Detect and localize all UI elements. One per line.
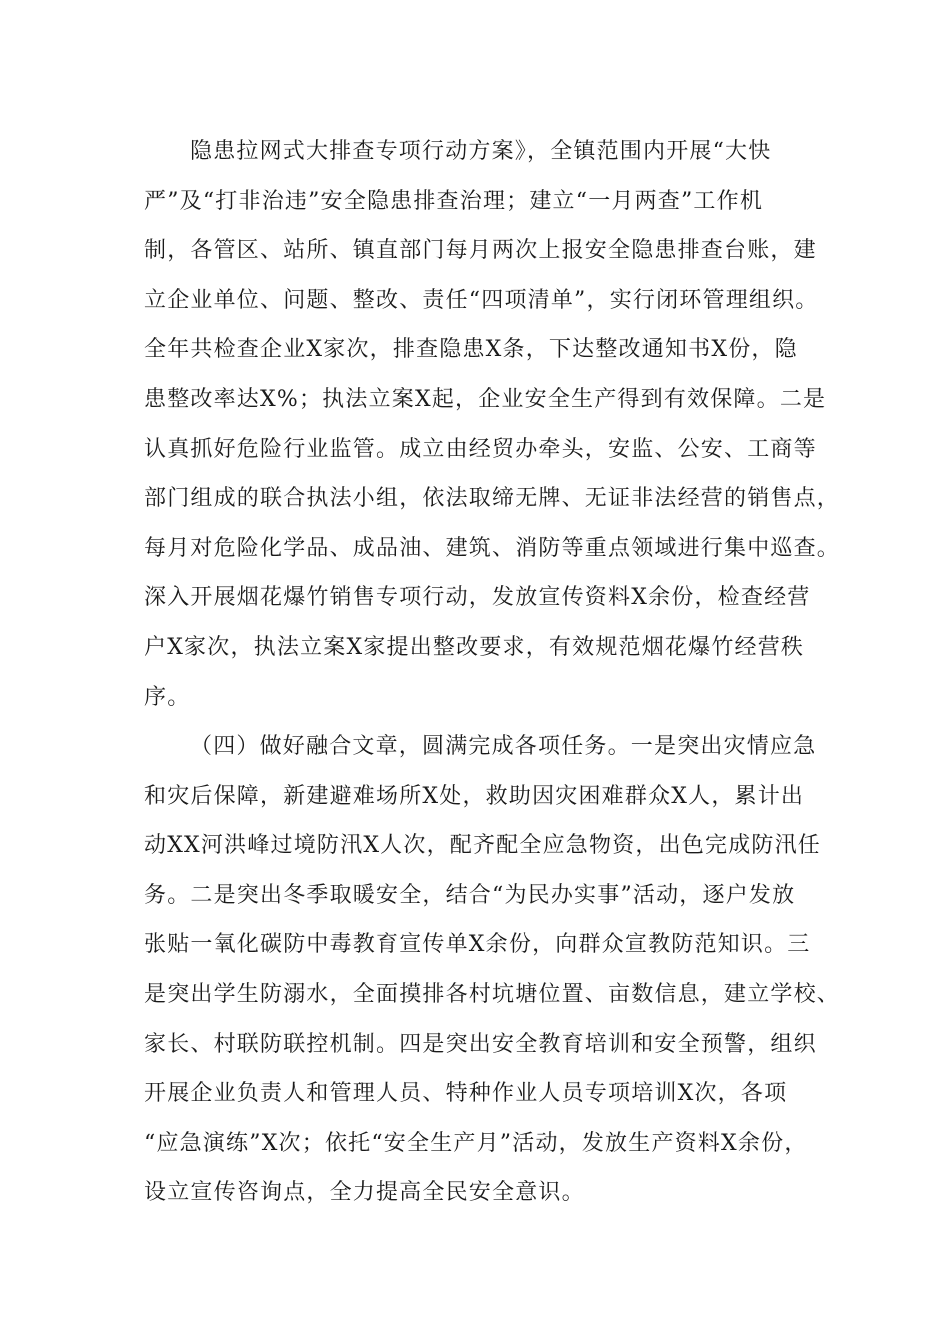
paragraph-line: 每月对危险化学品、成品油、建筑、消防等重点领域进行集中巡查。 bbox=[144, 536, 841, 561]
paragraph-line: 隐患拉网式大排查专项行动方案》，全镇范围内开展“大快 bbox=[190, 139, 772, 164]
paragraph-line: 严”及“打非治违”安全隐患排查治理；建立“一月两查”工作机 bbox=[144, 189, 764, 214]
paragraph-line: 张贴一氧化碳防中毒教育宣传单X余份，向群众宣教防范知识。三 bbox=[144, 932, 811, 957]
paragraph-line: 户X家次，执法立案X家提出整改要求，有效规范烟花爆竹经营秩 bbox=[144, 635, 805, 660]
paragraph-line: 动XX河洪峰过境防汛X人次，配齐配全应急物资，出色完成防汛任 bbox=[144, 833, 821, 858]
paragraph-line: 序。 bbox=[144, 685, 191, 710]
paragraph-line: 深入开展烟花爆竹销售专项行动，发放宣传资料X余份，检查经营 bbox=[144, 585, 811, 610]
paragraph-line: 立企业单位、问题、整改、责任“四项清单”，实行闭环管理组织。 bbox=[144, 288, 819, 313]
paragraph-line: 全年共检查企业X家次，排查隐患X条，下达整改通知书X份，隐 bbox=[144, 337, 798, 362]
paragraph-line: 患整改率达X%；执法立案X起，企业安全生产得到有效保障。二是 bbox=[144, 387, 827, 412]
paragraph-line: 务。二是突出冬季取暖安全，结合“为民办实事”活动，逐户发放 bbox=[144, 883, 796, 908]
paragraph-line: 家长、村联防联控机制。四是突出安全教育培训和安全预警，组织 bbox=[144, 1032, 817, 1057]
paragraph-line: 是突出学生防溺水，全面摸排各村坑塘位置、亩数信息，建立学校、 bbox=[144, 982, 841, 1007]
paragraph-line: 开展企业负责人和管理人员、特种作业人员专项培训X次，各项 bbox=[144, 1081, 788, 1106]
paragraph-line: 部门组成的联合执法小组，依法取缔无牌、无证非法经营的销售点， bbox=[144, 486, 841, 511]
paragraph-line: 和灾后保障，新建避难场所X处，救助因灾困难群众X人，累计出 bbox=[144, 784, 805, 809]
paragraph-line: “应急演练”X次；依托“安全生产月”活动，发放生产资料X余份， bbox=[144, 1131, 808, 1156]
paragraph-line: （四）做好融合文章，圆满完成各项任务。一是突出灾情应急 bbox=[190, 734, 817, 759]
paragraph-line: 制，各管区、站所、镇直部门每月两次上报安全隐患排查台账，建 bbox=[144, 238, 817, 263]
paragraph-line: 设立宣传咨询点，全力提高全民安全意识。 bbox=[144, 1180, 585, 1205]
paragraph-line: 认真抓好危险行业监管。成立由经贸办牵头，安监、公安、工商等 bbox=[144, 437, 817, 462]
